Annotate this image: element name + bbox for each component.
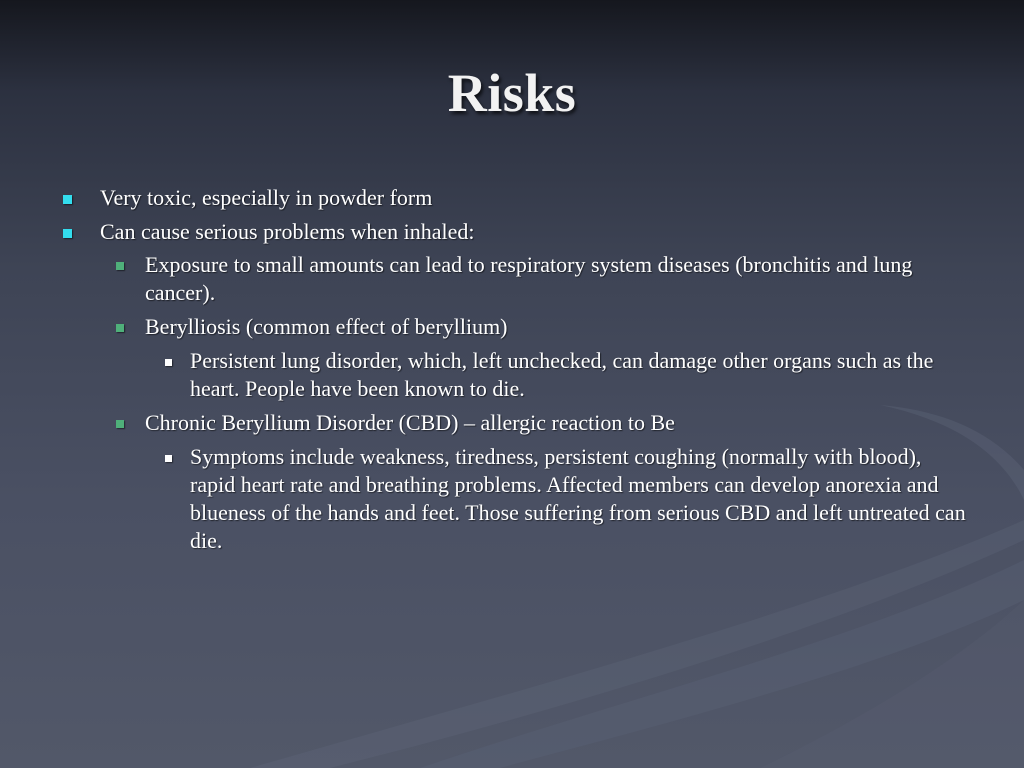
square-bullet-icon — [116, 262, 124, 270]
bullet-item-level2 — [145, 409, 975, 437]
square-bullet-icon — [116, 420, 124, 428]
bullet-item-level1 — [100, 183, 980, 213]
bullet-text: Very toxic, especially in powder form — [100, 185, 433, 210]
bullet-text: Chronic Beryllium Disorder (CBD) – allergic reaction to Be — [145, 410, 675, 435]
bullet-text: Symptoms include weakness, tiredness, persistent coughing (normally with blood), rapid heart rate and breathing problems. Affected members can develop anorexia and blueness of the hands and feet. Those suffering from serious CBD and left untreated can die. — [190, 444, 966, 553]
bullet-list — [0, 183, 1024, 561]
bullet-text: Exposure to small amounts can lead to respiratory system diseases (bronchitis and lung cancer). — [145, 252, 913, 305]
bullet-item-level2 — [145, 251, 975, 307]
square-bullet-icon — [165, 455, 172, 462]
square-bullet-icon — [63, 195, 72, 204]
bullet-item-level2 — [145, 313, 975, 341]
square-bullet-icon — [63, 229, 72, 238]
slide-title: Risks — [447, 63, 577, 123]
square-bullet-icon — [165, 359, 172, 366]
bullet-item-level3 — [190, 347, 970, 403]
bullet-text: Berylliosis (common effect of beryllium) — [145, 314, 508, 339]
bullet-text: Can cause serious problems when inhaled: — [100, 219, 475, 244]
bullet-item-level3 — [190, 443, 970, 555]
bullet-text: Persistent lung disorder, which, left unchecked, can damage other organs such as the heart. People have been known to die. — [190, 348, 934, 401]
bullet-item-level1 — [100, 217, 980, 247]
square-bullet-icon — [116, 324, 124, 332]
